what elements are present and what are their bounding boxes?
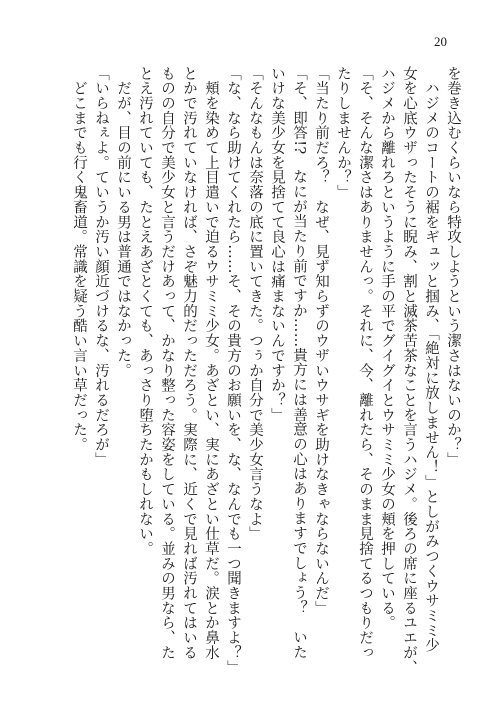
text-line: 「そ、即答!? なにが当たり前ですか……貴方には善意の心はありますでしょう？ いた: [291, 66, 307, 660]
text-line: を巻き込むくらいなら特攻しようという潔さはないのか？」: [445, 66, 461, 467]
text-line: ハジメから離れろというように手の平でグイグイとウサミミ少女の頬を押している。: [379, 66, 395, 631]
text-line: 「そ、そんな潔さはありませんっ。それに、今、離れたら、そのまま見捨てるつもりだっ: [357, 66, 373, 660]
novel-text-block: [68, 66, 464, 675]
page-number: 20: [434, 34, 447, 49]
text-line: 女を心底ウザったそうに睨み、割と滅茶苦茶なことを言うハジメ。後ろの席に座るユエが、: [401, 66, 417, 675]
text-line: だが、目の前にいる男は普通ではなかった。: [115, 66, 131, 378]
text-line: とえ汚れていても、たとえあざとくても、あっさり堕ちたかもしれない。: [137, 66, 153, 557]
text-line: 「な、なら助けてくれたら……そ、その貴方のお願いを、な、なんでも一つ聞きますよ？」: [225, 66, 241, 675]
text-line: 頬を染めて上目遣いで迫るウサミミ少女。あざとい、実にあざとい仕草だ。涙とか鼻水: [203, 66, 219, 660]
text-line: ハジメのコートの裾をギュッと掴み、「絶対に放しません！」としがみつくウサミミ少: [423, 66, 439, 653]
text-line: 「そんなもんは奈落の底に置いてきた。つぅか自分で美少女言うなよ」: [247, 66, 263, 542]
text-line: どこまでも行く鬼畜道。常識を疑う酷い言い草だった。: [71, 66, 87, 453]
text-line: たりしませんか？」: [335, 66, 351, 200]
text-line: 「当たり前だろ？ なぜ、見ず知らずのウザいウサギを助けなきゃならないんだ」: [313, 66, 329, 616]
text-line: とかで汚れていなければ、さぞ魅力的だっただろう。実際に、近くで見れば汚れてはいる: [181, 66, 197, 660]
text-line: いけな美少女を見捨てて良心は痛まないんですか？」: [269, 66, 285, 423]
text-line: ものの自分で美少女と言うだけあって、かなり整った容姿をしている。並みの男なら、た: [159, 66, 175, 660]
text-line: 「いらねぇよ。ていうか汚い顔近づけるな、汚れるだろが」: [93, 66, 109, 467]
